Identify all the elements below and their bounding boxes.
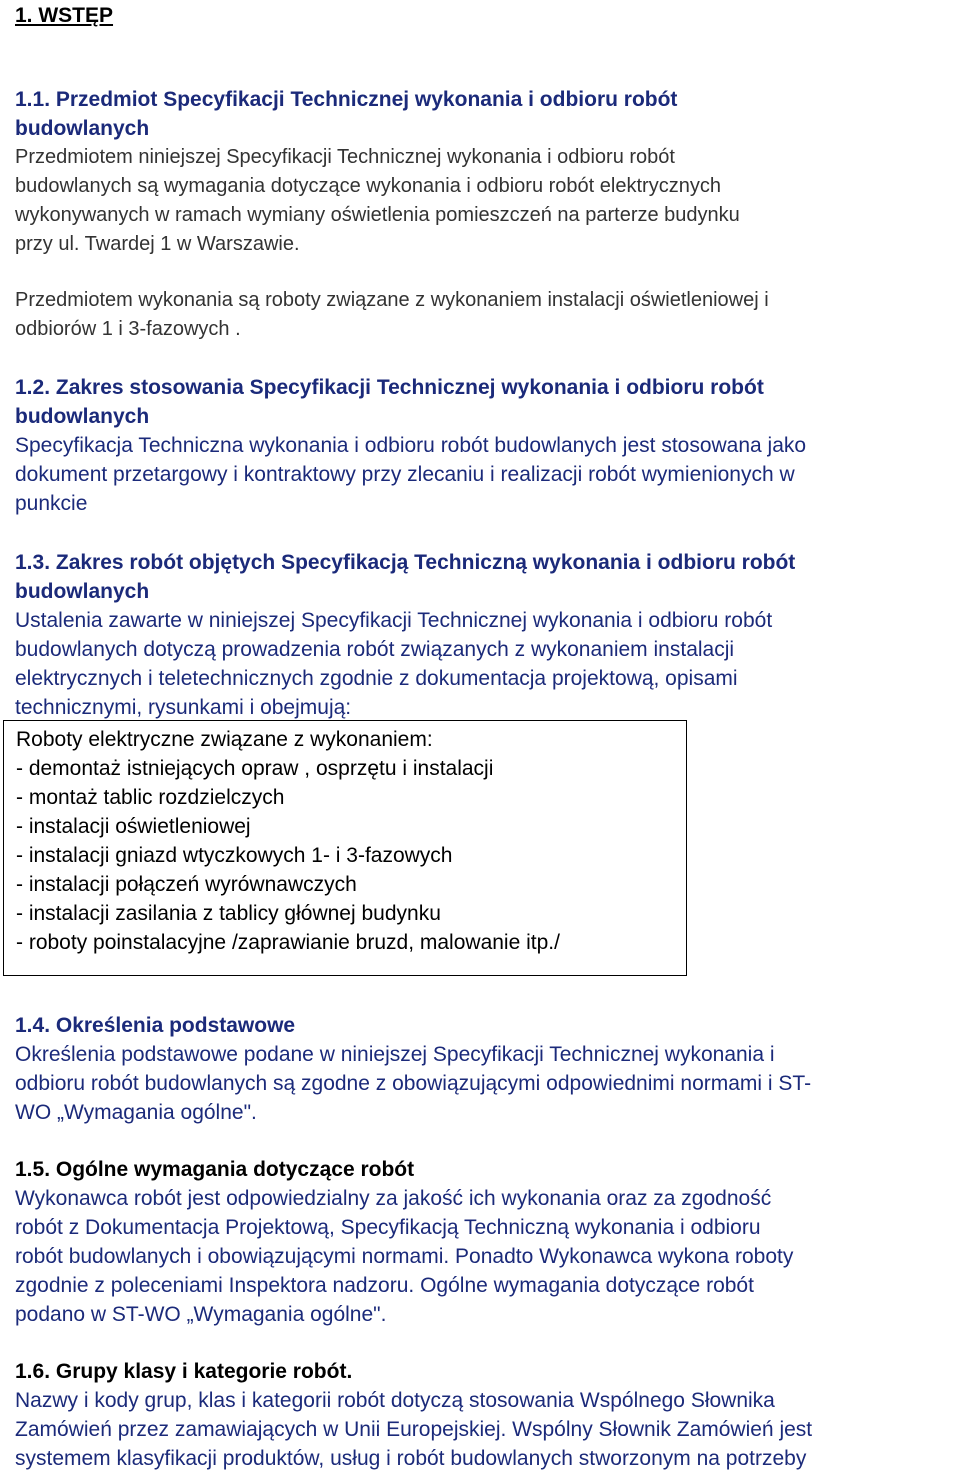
section-1-4-title: 1.4. Określenia podstawowe (15, 1014, 296, 1037)
section-1-3-title: 1.3. Zakres robót objętych Specyfikacją Techniczną wykonania i odbioru robót budowlanych (15, 551, 796, 603)
chapter-heading: 1. WSTĘP (15, 4, 114, 27)
section-1-3 (15, 548, 955, 722)
box-line: Roboty elektryczne związane z wykonaniem: (16, 728, 433, 751)
box-line: - instalacji połączeń wyrównawczych (16, 873, 357, 896)
section-1-4-paragraph: Określenia podstawowe podane w niniejszej Specyfikacji Technicznej wykonania i odbioru robót budowlanych są zgodne z obowiązującymi odpowiednimi normami i ST- WO „Wymagania ogólne". (15, 1043, 812, 1124)
section-1-1-title: 1.1. Przedmiot Specyfikacji Technicznej wykonania i odbioru robót budowlanych (15, 88, 678, 140)
section-1-6-title: 1.6. Grupy klasy i kategorie robót. (15, 1360, 353, 1383)
section-1-2-paragraph: Specyfikacja Techniczna wykonania i odbioru robót budowlanych jest stosowana jako dokument przetargowy i kontraktowy przy zlecaniu i realizacji robót wymienionych w punkcie (15, 434, 807, 515)
box-line: - instalacji oświetleniowej (16, 815, 251, 838)
section-1-4 (15, 1011, 955, 1127)
section-1-1 (15, 85, 955, 259)
section-1-6-paragraph: Nazwy i kody grup, klas i kategorii robót dotyczą stosowania Wspólnego Słownika Zamówień przez zamawiających w Unii Europejskiej. Wspólny Słownik Zamówień jest systemem klasyfikacji produktów, usług i robót budowlanych stworzonym na potrzeby (15, 1389, 813, 1470)
scope-of-works-box (3, 720, 687, 976)
box-line: - roboty poinstalacyjne /zaprawianie bruzd, malowanie itp./ (16, 931, 560, 954)
box-line: - instalacji gniazd wtyczkowych 1- i 3-fazowych (16, 844, 453, 867)
section-1-2-title: 1.2. Zakres stosowania Specyfikacji Technicznej wykonania i odbioru robót budowlanych (15, 376, 764, 428)
section-1-5-paragraph: Wykonawca robót jest odpowiedzialny za jakość ich wykonania oraz za zgodność robót z Dokumentacja Projektową, Specyfikacją Techniczną wykonania i odbioru robót budowlanych i obowiązującymi normami. Ponadto Wykonawca wykona roboty zgodnie z poleceniami Inspektora nadzoru. Ogólne wymagania dotyczące robót podano w ST-WO „Wymagania ogólne". (15, 1187, 794, 1326)
section-1-2 (15, 373, 955, 518)
box-line: - instalacji zasilania z tablicy głównej budynku (16, 902, 441, 925)
box-line: - montaż tablic rozdzielczych (16, 786, 285, 809)
section-1-5 (15, 1155, 955, 1329)
box-line: - demontaż istniejących opraw , osprzętu i instalacji (16, 757, 494, 780)
section-1-3-paragraph: Ustalenia zawarte w niniejszej Specyfikacji Technicznej wykonania i odbioru robót budowlanych dotyczą prowadzenia robót związanych z wykonaniem instalacji elektrycznych i teletechnicznych zgodnie z dokumentacja projektową, opisami technicznymi, rysunkami i obejmują: (15, 609, 773, 719)
section-1-1-paragraph-1: Przedmiotem niniejszej Specyfikacji Technicznej wykonania i odbioru robót budowlanych są wymagania dotyczące wykonania i odbioru robót elektrycznych wykonywanych w ramach wymiany oświetlenia pomieszczeń na parterze budynku przy ul. Twardej 1 w Warszawie. (15, 146, 740, 255)
section-1-5-title: 1.5. Ogólne wymagania dotyczące robót (15, 1158, 415, 1181)
section-1-6 (15, 1357, 955, 1473)
section-1-1-paragraph-2: Przedmiotem wykonania są roboty związane z wykonaniem instalacji oświetleniowej i odbiorów 1 i 3-fazowych . (15, 289, 769, 340)
